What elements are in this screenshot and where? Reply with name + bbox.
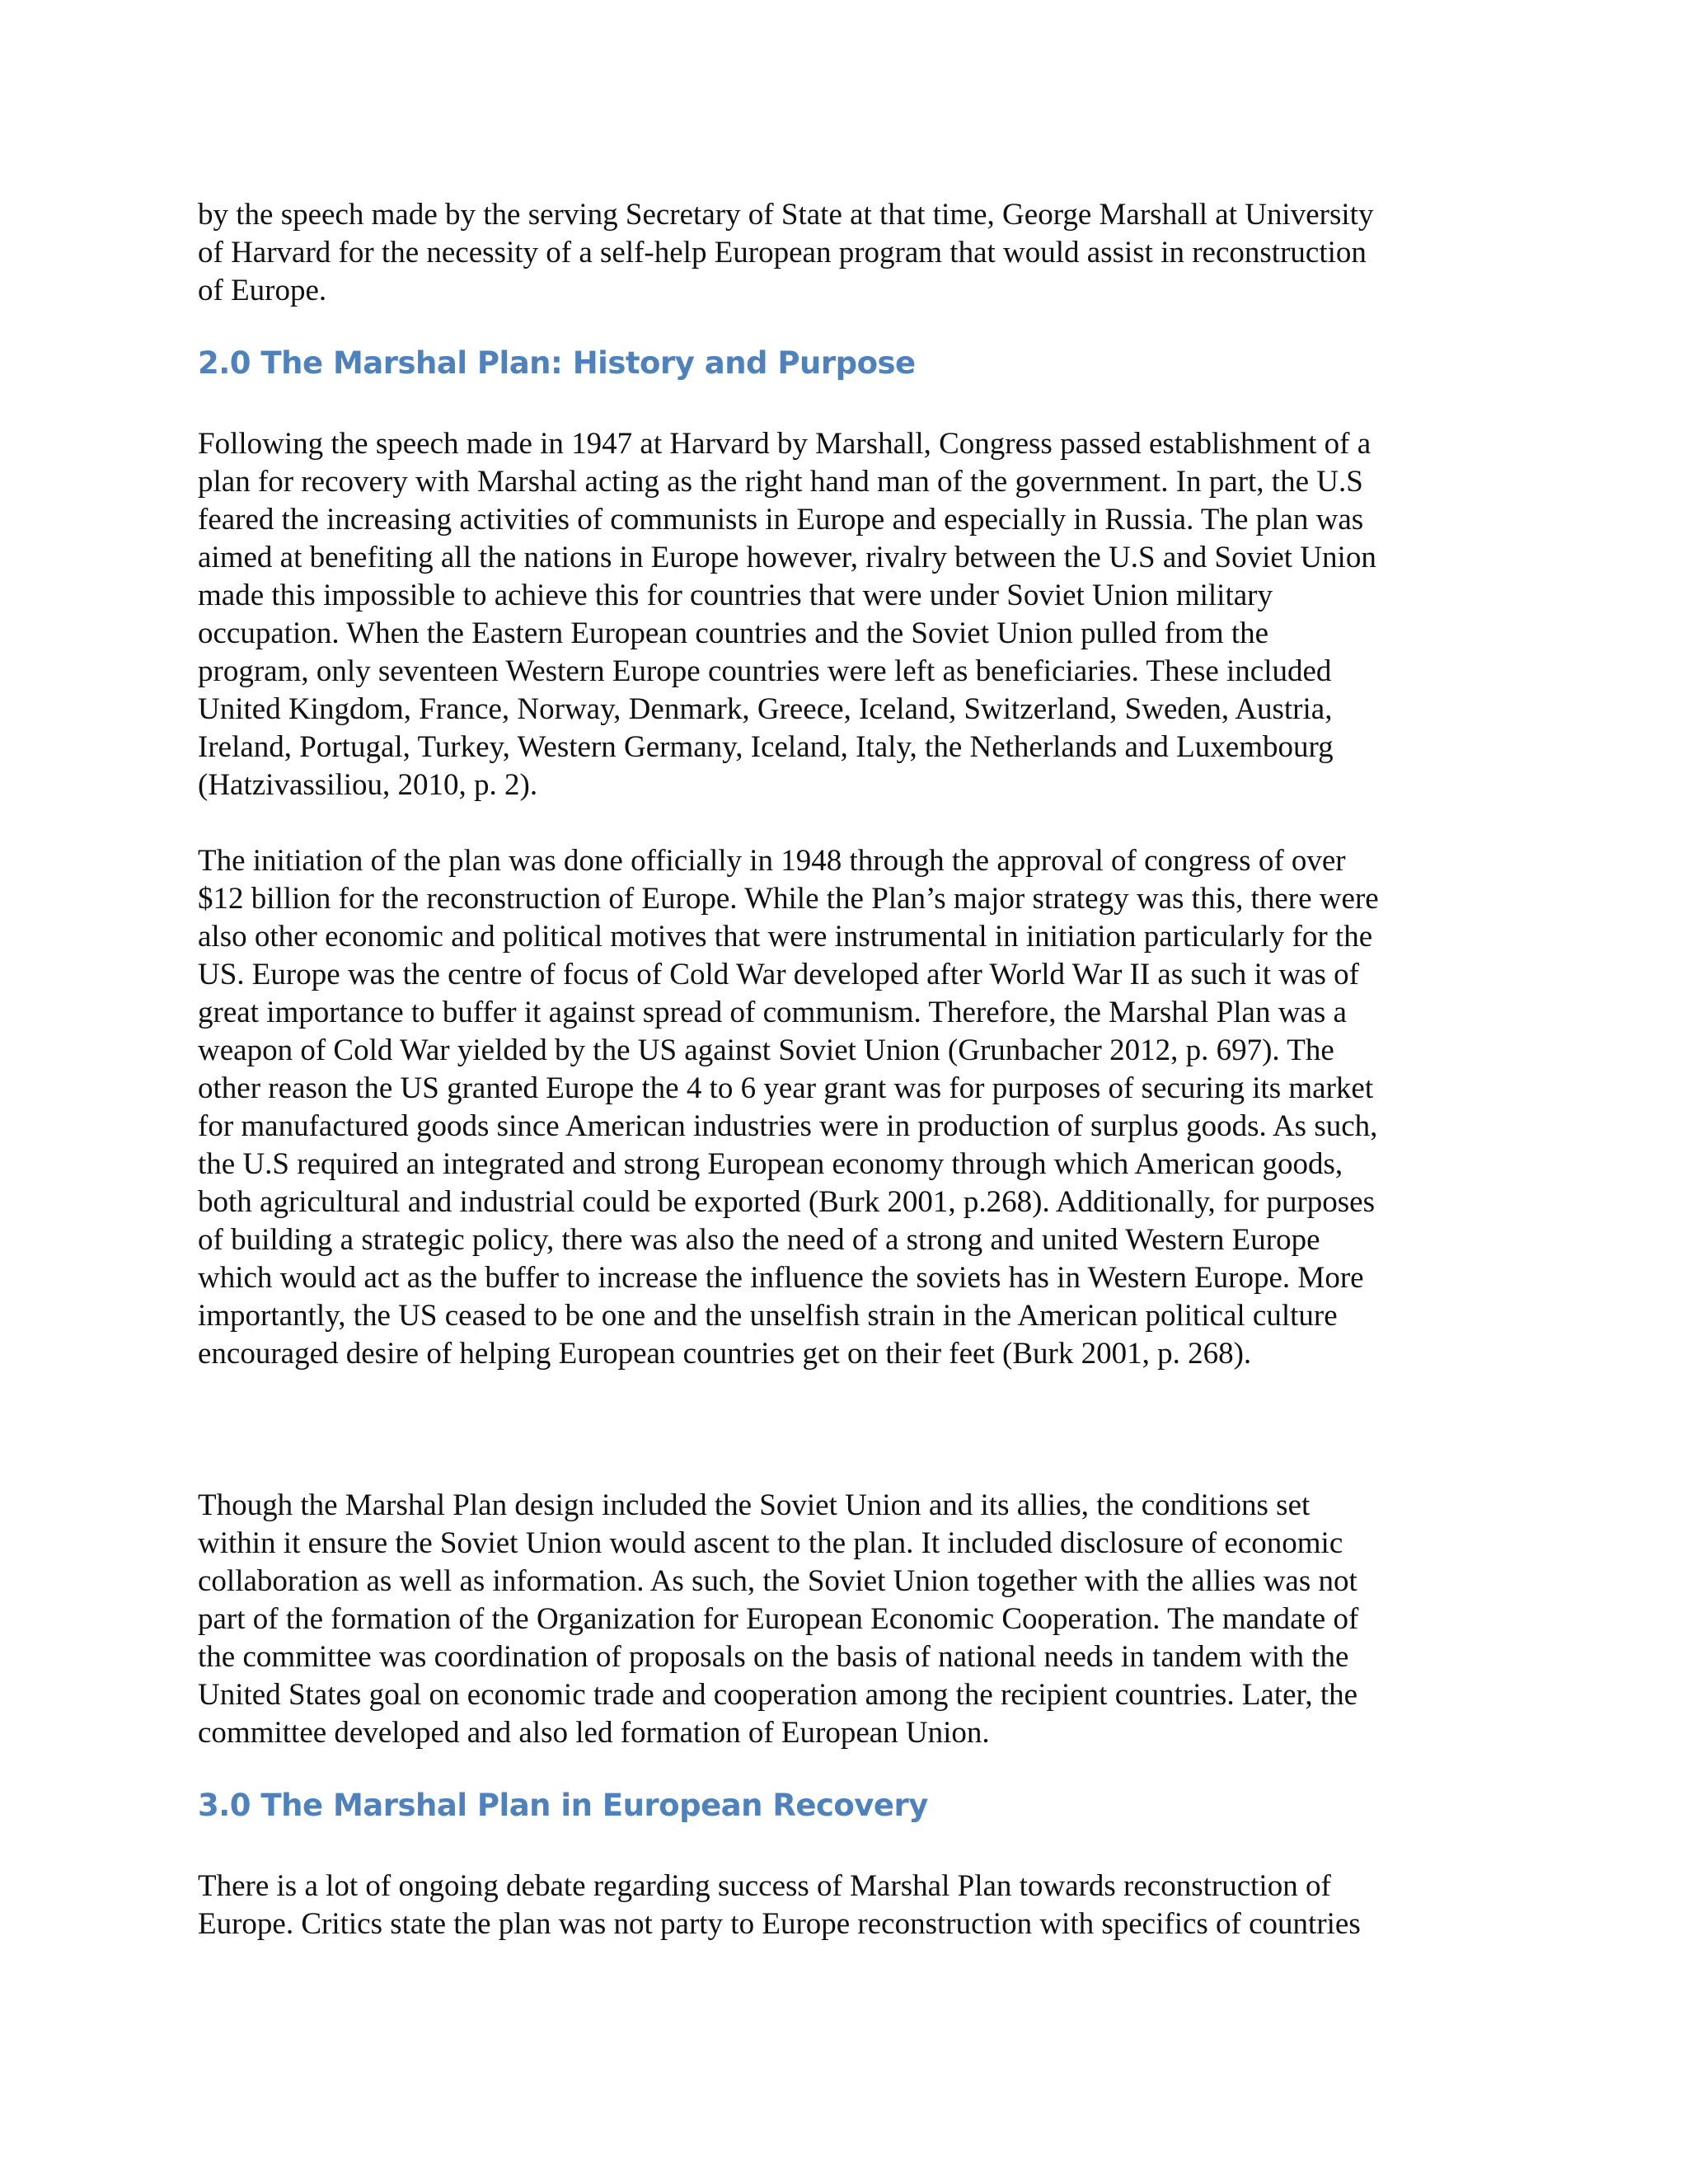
text-line: encouraged desire of helping European countries get on their feet (Burk 2001, p. 268). <box>198 1337 1252 1371</box>
text-line: collaboration as well as information. As such, the Soviet Union together with the allies was not <box>198 1564 1357 1598</box>
section-2-paragraph-1 <box>198 425 1488 804</box>
text-line: both agricultural and industrial could be exported (Burk 2001, p.268). Additionally, for purposes <box>198 1185 1375 1219</box>
text-line: the committee was coordination of proposals on the basis of national needs in tandem with the <box>198 1640 1349 1674</box>
text-line: program, only seventeen Western Europe countries were left as beneficiaries. These included <box>198 654 1332 688</box>
text-line: There is a lot of ongoing debate regarding success of Marshal Plan towards reconstruction of <box>198 1869 1331 1903</box>
text-line: of Europe. <box>198 274 327 307</box>
text-line: United Kingdom, France, Norway, Denmark, Greece, Iceland, Switzerland, Sweden, Austria, <box>198 692 1333 726</box>
text-line: The initiation of the plan was done officially in 1948 through the approval of congress of over <box>198 844 1346 878</box>
section-2-paragraph-3 <box>198 1487 1488 1752</box>
document-body <box>198 196 1488 1943</box>
text-line: plan for recovery with Marshal acting as the right hand man of the government. In part, the U.S <box>198 465 1363 499</box>
text-line: part of the formation of the Organization for European Economic Cooperation. The mandate of <box>198 1602 1359 1636</box>
section-3-paragraph-1 <box>198 1868 1488 1943</box>
section-3-heading: 3.0 The Marshal Plan in European Recovery <box>198 1788 928 1823</box>
text-line: also other economic and political motives that were instrumental in initiation particularly for the <box>198 920 1373 954</box>
text-line: made this impossible to achieve this for countries that were under Soviet Union military <box>198 579 1273 612</box>
text-line: feared the increasing activities of communists in Europe and especially in Russia. The plan was <box>198 503 1364 537</box>
text-line: aimed at benefiting all the nations in Europe however, rivalry between the U.S and Soviet Union <box>198 541 1376 574</box>
intro-paragraph <box>198 196 1488 310</box>
text-line: of Harvard for the necessity of a self-help European program that would assist in reconstruction <box>198 236 1367 269</box>
text-line: by the speech made by the serving Secretary of State at that time, George Marshall at University <box>198 198 1374 232</box>
text-line: of building a strategic policy, there was also the need of a strong and united Western Europe <box>198 1223 1320 1257</box>
text-line: weapon of Cold War yielded by the US against Soviet Union (Grunbacher 2012, p. 697). The <box>198 1033 1334 1067</box>
text-line: which would act as the buffer to increase the influence the soviets has in Western Europe. More <box>198 1261 1364 1295</box>
text-line: committee developed and also led formation of European Union. <box>198 1716 990 1750</box>
text-line: $12 billion for the reconstruction of Europe. While the Plan’s major strategy was this, there were <box>198 882 1379 916</box>
text-line: Europe. Critics state the plan was not party to Europe reconstruction with specifics of countries <box>198 1907 1361 1941</box>
text-line: Ireland, Portugal, Turkey, Western Germany, Iceland, Italy, the Netherlands and Luxembourg <box>198 730 1334 764</box>
text-line: the U.S required an integrated and strong European economy through which American goods, <box>198 1147 1343 1181</box>
text-line: United States goal on economic trade and cooperation among the recipient countries. Later, the <box>198 1678 1358 1712</box>
text-line: other reason the US granted Europe the 4 to 6 year grant was for purposes of securing its market <box>198 1071 1374 1105</box>
text-line: within it ensure the Soviet Union would ascent to the plan. It included disclosure of economic <box>198 1526 1343 1560</box>
text-line: Though the Marshal Plan design included the Soviet Union and its allies, the conditions set <box>198 1488 1311 1522</box>
text-line: US. Europe was the centre of focus of Cold War developed after World War II as such it was of <box>198 958 1359 991</box>
text-line: importantly, the US ceased to be one and the unselfish strain in the American political culture <box>198 1299 1338 1333</box>
text-line: occupation. When the Eastern European countries and the Soviet Union pulled from the <box>198 616 1269 650</box>
section-2-paragraph-2 <box>198 842 1488 1373</box>
section-2-heading: 2.0 The Marshal Plan: History and Purpose <box>198 345 916 381</box>
text-line: great importance to buffer it against spread of communism. Therefore, the Marshal Plan was a <box>198 996 1347 1029</box>
text-line: Following the speech made in 1947 at Harvard by Marshall, Congress passed establishment of a <box>198 427 1372 461</box>
text-line: (Hatzivassiliou, 2010, p. 2). <box>198 768 538 802</box>
text-line: for manufactured goods since American industries were in production of surplus goods. As such, <box>198 1109 1378 1143</box>
